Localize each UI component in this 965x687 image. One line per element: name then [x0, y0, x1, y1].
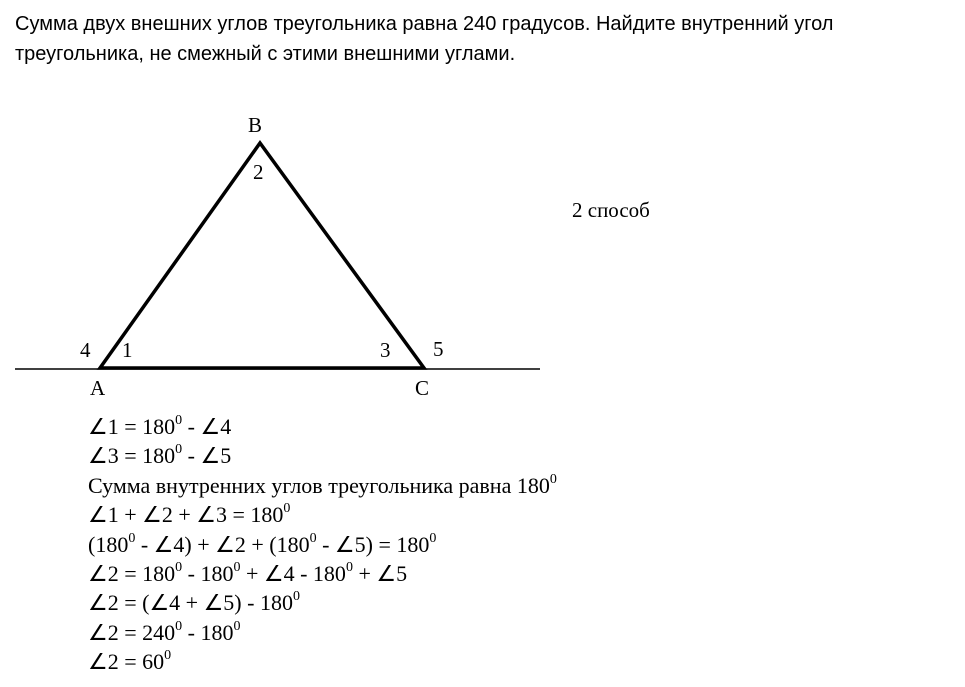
solution-line: ∠1 + ∠2 + ∠3 = $180^0$ — [88, 501, 291, 528]
solution-line: ∠1 = $180^0$ - ∠4 — [88, 413, 232, 439]
solution-line: ∠2 = (∠4 + ∠5) - $180^0$ — [88, 589, 300, 616]
angle-label-3: 3 — [380, 338, 391, 362]
solution-line: ∠2 = $60^0$ — [88, 648, 172, 675]
solution-steps — [88, 412, 557, 677]
solution-line: ($180^0$ - ∠4) + ∠2 + ($180^0$ - ∠5) = $180^0$ — [88, 530, 437, 557]
solution-line: ∠2 = $180^0 - 180^0$ + ∠4 - $180^0$ + ∠5 — [88, 560, 408, 587]
vertex-label-b: B — [248, 113, 263, 137]
vertex-label-c: C — [415, 376, 430, 400]
angle-label-5: 5 — [433, 337, 444, 361]
angle-label-1: 1 — [122, 338, 133, 362]
solution-line: ∠2 = $240^0 - 180^0$ — [88, 618, 241, 645]
problem-line-2: треугольника, не смежный с этими внешними углами. — [15, 43, 516, 65]
angle-label-2: 2 — [253, 160, 264, 184]
method-label: 2 способ — [572, 198, 650, 222]
solution-line: ∠3 = $180^0$ - ∠5 — [88, 442, 232, 469]
solution-line: Сумма внутренних углов треугольника равна $180^0$ — [88, 471, 557, 498]
problem-line-1: Сумма двух внешних углов треугольника равна 240 градусов. Найдите внутренний угол — [15, 13, 834, 35]
vertex-label-a: A — [90, 376, 106, 400]
angle-label-4: 4 — [80, 338, 91, 362]
